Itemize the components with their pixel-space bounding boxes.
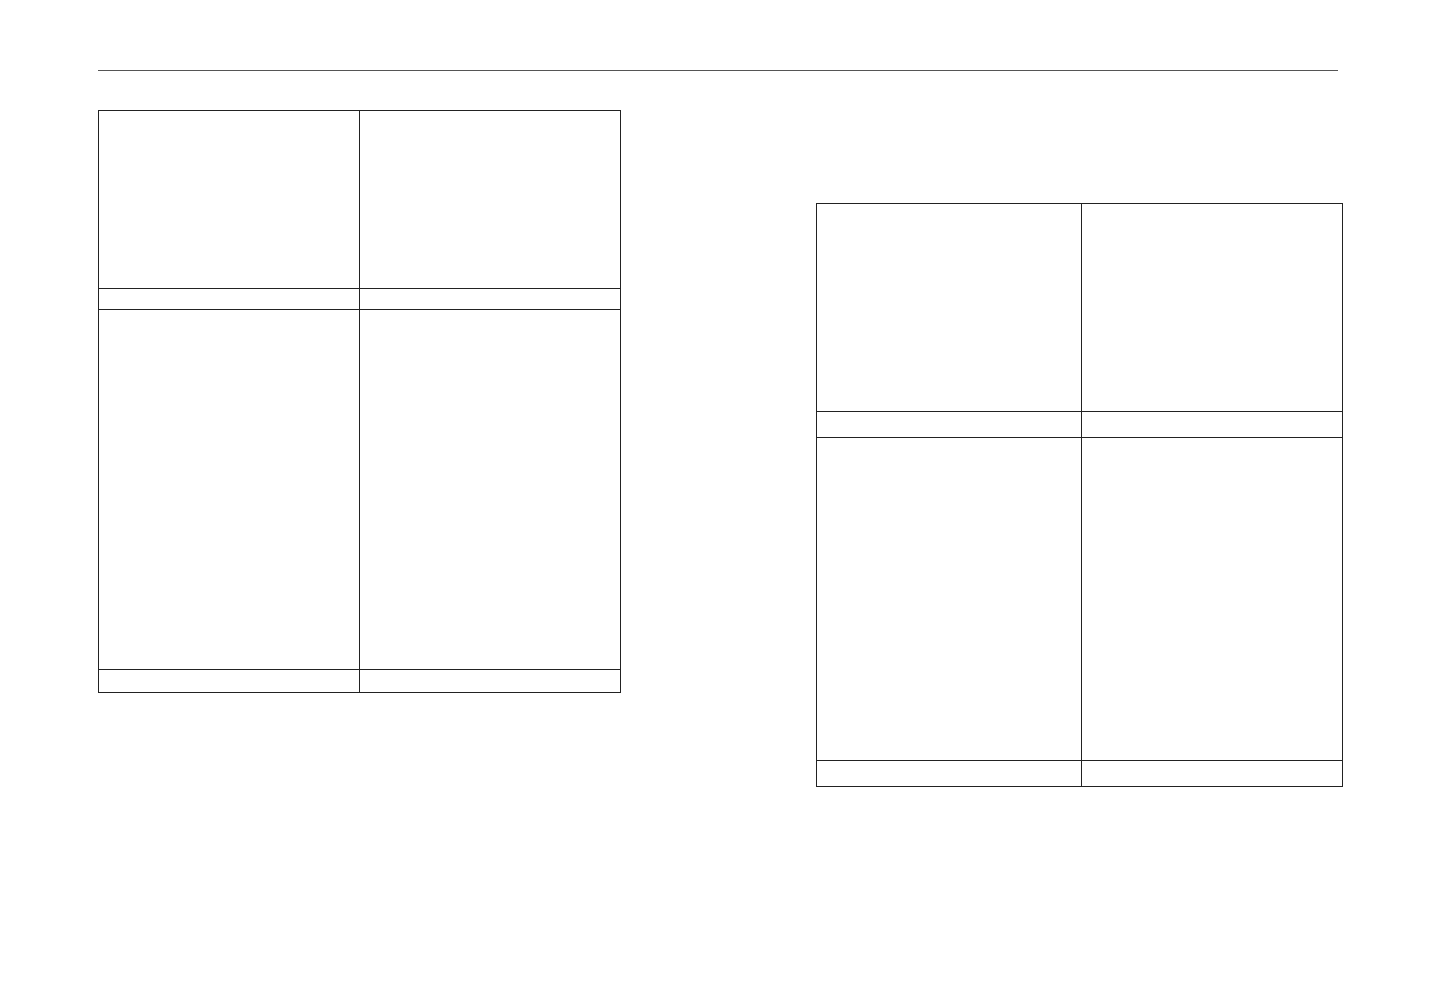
population-growth-chart <box>817 440 1080 682</box>
paju-map <box>817 204 1080 410</box>
residence-period-chart <box>360 312 620 557</box>
elderly-population-chart <box>1082 440 1342 682</box>
header-rule <box>98 70 1338 71</box>
divider <box>98 309 621 310</box>
divider <box>816 437 1343 438</box>
divider <box>98 669 621 670</box>
housing-type-chart <box>99 312 358 544</box>
divider <box>816 411 1343 412</box>
divider <box>98 288 621 289</box>
industry-pie-chart <box>1082 204 1342 394</box>
age-population-chart <box>99 111 358 287</box>
age-ratio-pie-chart <box>360 111 620 287</box>
divider <box>816 760 1343 761</box>
